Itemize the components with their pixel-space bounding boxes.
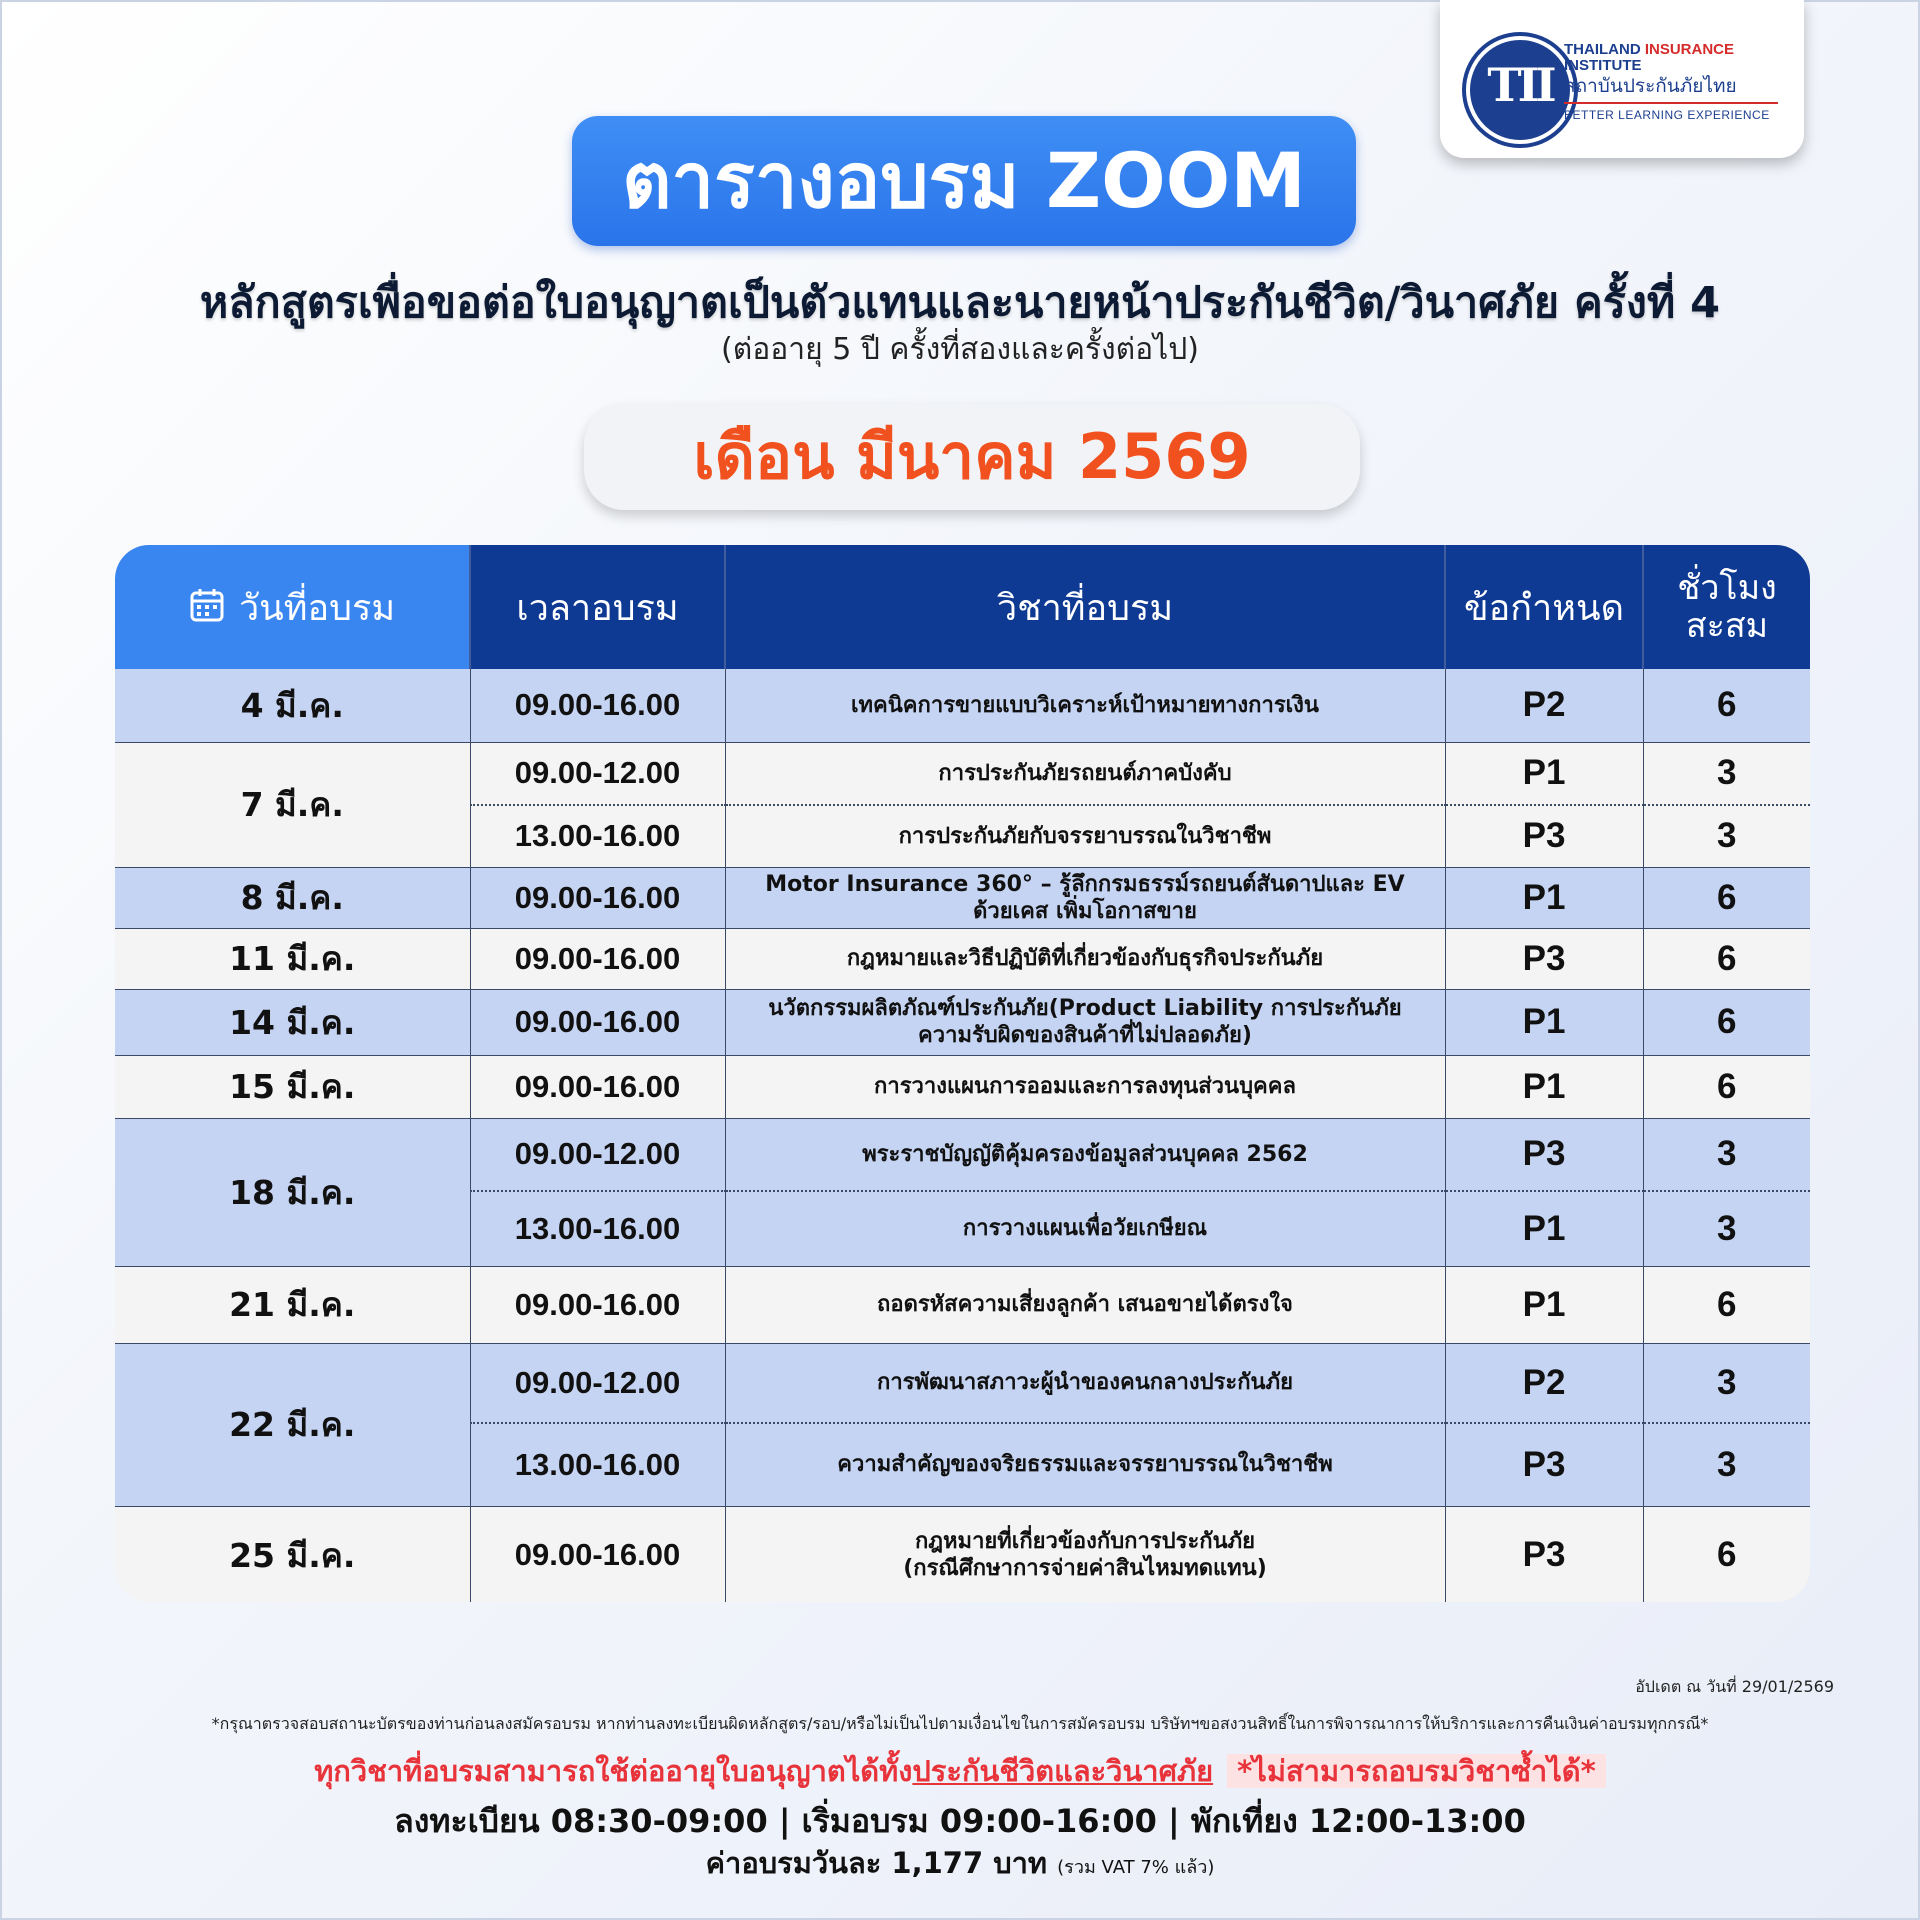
hours-cell: 6	[1643, 867, 1810, 928]
logo-tagline: BETTER LEARNING EXPERIENCE	[1564, 108, 1770, 122]
date-cell: 7 มี.ค.	[115, 742, 470, 867]
subject-cell: กฎหมายและวิธีปฏิบัติที่เกี่ยวข้องกับธุรกิจประกันภัย	[725, 928, 1445, 989]
hours-cell: 3	[1643, 1343, 1810, 1423]
header-hours-line-1: ชั่วโมง	[1677, 568, 1777, 608]
time-cell: 09.00-12.00	[470, 1343, 725, 1423]
subject-cell: พระราชบัญญัติคุ้มครองข้อมูลส่วนบุคคล 2562	[725, 1118, 1445, 1191]
time-cell: 13.00-16.00	[470, 1191, 725, 1266]
time-cell: 09.00-16.00	[470, 1055, 725, 1118]
schedule-table	[115, 545, 1810, 1602]
header-hours-line-2: สะสม	[1685, 606, 1769, 646]
table-header-row	[115, 545, 1810, 669]
requirement-cell: P1	[1445, 1055, 1643, 1118]
subject-line-2: ด้วยเคส เพิ่มโอกาสขาย	[973, 898, 1197, 924]
time-cell: 09.00-16.00	[470, 867, 725, 928]
date-cell: 14 มี.ค.	[115, 989, 470, 1055]
time-cell: 09.00-12.00	[470, 742, 725, 805]
table-row	[115, 1266, 1810, 1343]
subject-cell	[725, 989, 1445, 1055]
date-cell: 11 มี.ค.	[115, 928, 470, 989]
subject-cell: การประกันภัยรถยนต์ภาคบังคับ	[725, 742, 1445, 805]
license-note-prefix: ทุกวิชาที่อบรมสามารถใช้ต่ออายุใบอนุญาตได้ทั้ง	[314, 1754, 913, 1788]
hours-cell: 6	[1643, 669, 1810, 742]
date-cell: 18 มี.ค.	[115, 1118, 470, 1266]
table-row	[115, 928, 1810, 989]
page-title: ตารางอบรม ZOOM	[572, 116, 1356, 246]
training-fee	[0, 1840, 1920, 1886]
hours-cell: 6	[1643, 928, 1810, 989]
date-cell: 4 มี.ค.	[115, 669, 470, 742]
disclaimer: *กรุณาตรวจสอบสถานะบัตรของท่านก่อนลงสมัครอบรม หากท่านลงทะเบียนผิดหลักสูตร/รอบ/หรือไม่เป็นไปตามเงื่อนไขในการสมัครอบรม บริษัทฯขอสงวนสิทธิ์ในการพิจารณาการให้บริการและการคืนเงินค่าอบรมทุกกรณี*	[211, 1714, 1709, 1733]
time-cell: 09.00-16.00	[470, 989, 725, 1055]
course-title: หลักสูตรเพื่อขอต่อใบอนุญาตเป็นตัวแทนและนายหน้าประกันชีวิต/วินาศภัย ครั้งที่ 4	[199, 278, 1721, 328]
subject-cell: เทคนิคการขายแบบวิเคราะห์เป้าหมายทางการเงิน	[725, 669, 1445, 742]
time-cell: 09.00-16.00	[470, 669, 725, 742]
daily-schedule: ลงทะเบียน 08:30-09:00 | เริ่มอบรม 09:00-16:00 | พักเที่ยง 12:00-13:00	[394, 1802, 1526, 1840]
requirement-cell: P1	[1445, 1191, 1643, 1266]
subject-line-2: ความรับผิดของสินค้าที่ไม่ปลอดภัย)	[918, 1023, 1252, 1048]
subject-cell: การพัฒนาสภาวะผู้นำของคนกลางประกันภัย	[725, 1343, 1445, 1423]
subject-line-1: นวัตกรรมผลิตภัณฑ์ประกันภัย(Product Liability การประกันภัย	[768, 996, 1402, 1021]
logo-word-thailand: THAILAND	[1564, 41, 1641, 58]
hours-cell: 6	[1643, 989, 1810, 1055]
subject-cell: การวางแผนเพื่อวัยเกษียณ	[725, 1191, 1445, 1266]
fee-text: ค่าอบรมวันละ 1,177 บาท	[705, 1846, 1048, 1880]
requirement-cell: P3	[1445, 805, 1643, 867]
time-cell: 09.00-12.00	[470, 1118, 725, 1191]
table-row	[115, 1055, 1810, 1118]
requirement-cell: P3	[1445, 1423, 1643, 1506]
requirement-cell: P1	[1445, 742, 1643, 805]
fee-vat-note: (รวม VAT 7% แล้ว)	[1057, 1857, 1215, 1878]
table-row	[115, 867, 1810, 928]
subject-cell: ถอดรหัสความเสี่ยงลูกค้า เสนอขายได้ตรงใจ	[725, 1266, 1445, 1343]
logo-word-institute: INSTITUTE	[1564, 57, 1642, 74]
header-subject: วิชาที่อบรม	[725, 545, 1445, 669]
logo-text	[1564, 42, 1800, 122]
requirement-cell: P1	[1445, 867, 1643, 928]
updated-date: อัปเดต ณ วันที่ 29/01/2569	[1635, 1677, 1834, 1696]
subject-line-2: (กรณีศึกษาการจ่ายค่าสินไหมทดแทน)	[903, 1556, 1267, 1582]
time-cell: 13.00-16.00	[470, 1423, 725, 1506]
logo-card	[1440, 0, 1804, 158]
table-row	[115, 1343, 1810, 1423]
header-hours	[1643, 545, 1810, 669]
requirement-cell: P2	[1445, 1343, 1643, 1423]
no-repeat-warning: *ไม่สามารถอบรมวิชาซ้ำได้*	[1227, 1754, 1606, 1788]
header-date	[115, 545, 470, 669]
time-cell: 13.00-16.00	[470, 805, 725, 867]
subject-cell	[725, 867, 1445, 928]
hours-cell: 6	[1643, 1266, 1810, 1343]
subject-cell: การประกันภัยกับจรรยาบรรณในวิชาชีพ	[725, 805, 1445, 867]
hours-cell: 3	[1643, 742, 1810, 805]
requirement-cell: P3	[1445, 1118, 1643, 1191]
subject-cell	[725, 1506, 1445, 1602]
logo-divider	[1564, 102, 1778, 104]
table-row	[115, 742, 1810, 805]
table-row	[115, 669, 1810, 742]
requirement-cell: P2	[1445, 669, 1643, 742]
license-note	[0, 1748, 1920, 1794]
hours-cell: 3	[1643, 1423, 1810, 1506]
header-date-label: วันที่อบรม	[238, 587, 396, 629]
hours-cell: 3	[1643, 1118, 1810, 1191]
date-cell: 8 มี.ค.	[115, 867, 470, 928]
logo-mark-text: TII	[1487, 58, 1553, 112]
date-cell: 21 มี.ค.	[115, 1266, 470, 1343]
hours-cell: 6	[1643, 1506, 1810, 1602]
subject-line-1: กฎหมายที่เกี่ยวข้องกับการประกันภัย	[914, 1529, 1256, 1555]
license-note-underlined: ประกันชีวิตและวินาศภัย	[912, 1754, 1214, 1788]
month-label: เดือน มีนาคม 2569	[584, 404, 1360, 510]
date-cell: 22 มี.ค.	[115, 1343, 470, 1506]
course-note: (ต่ออายุ 5 ปี ครั้งที่สองและครั้งต่อไป)	[721, 332, 1199, 367]
header-requirement: ข้อกำหนด	[1445, 545, 1643, 669]
requirement-cell: P3	[1445, 928, 1643, 989]
institute-logo	[1466, 36, 1574, 144]
table-row	[115, 1118, 1810, 1191]
subject-cell: ความสำคัญของจริยธรรมและจรรยาบรรณในวิชาชีพ	[725, 1423, 1445, 1506]
calendar-icon	[189, 587, 225, 632]
logo-thai-name: สถาบันประกันภัยไทย	[1564, 75, 1737, 97]
date-cell: 25 มี.ค.	[115, 1506, 470, 1602]
time-cell: 09.00-16.00	[470, 928, 725, 989]
hours-cell: 3	[1643, 1191, 1810, 1266]
hours-cell: 3	[1643, 805, 1810, 867]
subject-cell: การวางแผนการออมและการลงทุนส่วนบุคคล	[725, 1055, 1445, 1118]
logo-word-insurance: INSURANCE	[1644, 41, 1735, 58]
table-row	[115, 1506, 1810, 1602]
time-cell: 09.00-16.00	[470, 1506, 725, 1602]
requirement-cell: P3	[1445, 1506, 1643, 1602]
hours-cell: 6	[1643, 1055, 1810, 1118]
time-cell: 09.00-16.00	[470, 1266, 725, 1343]
date-cell: 15 มี.ค.	[115, 1055, 470, 1118]
subject-line-1: Motor Insurance 360° – รู้ลึกกรมธรรม์รถยนต์สันดาปและ EV	[765, 871, 1405, 897]
requirement-cell: P1	[1445, 989, 1643, 1055]
table-row	[115, 989, 1810, 1055]
header-time: เวลาอบรม	[470, 545, 725, 669]
requirement-cell: P1	[1445, 1266, 1643, 1343]
logo-line-1	[1564, 42, 1800, 58]
